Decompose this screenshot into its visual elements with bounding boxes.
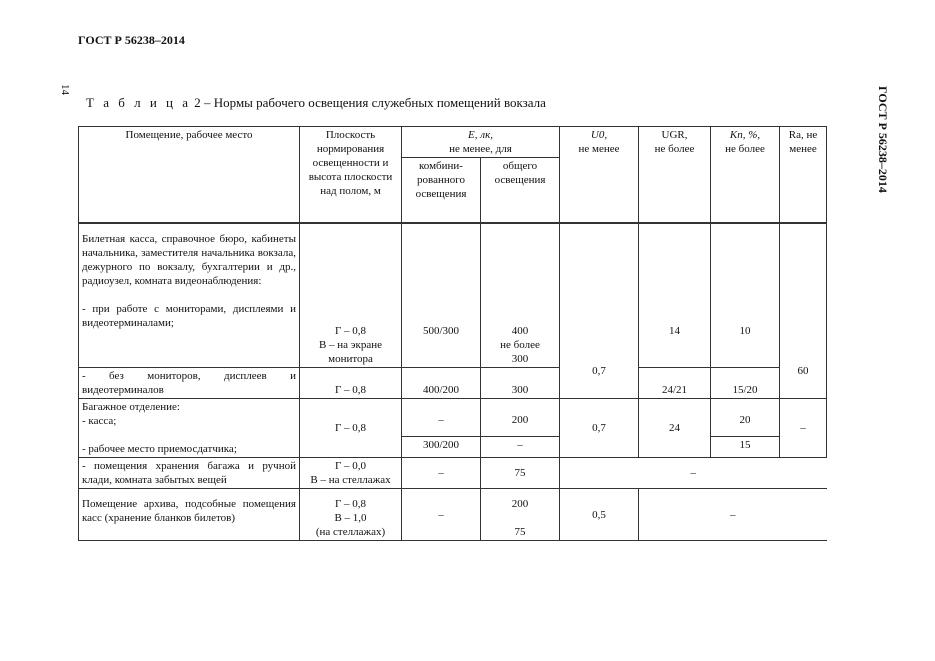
e-general-baggage-storage: 75 [481,458,560,489]
room-archive: Помещение архива, подсобные помещения касс (хранение бланков билетов) [79,489,300,541]
room-no-monitors: - без мониторов, дисплеев и видеотерминалов [79,368,300,399]
e-general-archive: 200 75 [481,489,560,541]
header-ugr-sub: не более [654,143,695,155]
header-u [560,127,639,224]
standard-header: ГОСТ Р 56238–2014 [78,33,185,47]
u-baggage: 0,7 [560,399,639,458]
rest-archive: – [639,489,827,541]
table-row [79,458,827,489]
kp-no-monitors: 15/20 [711,368,780,399]
ugr-baggage: 24 [639,399,711,458]
e-general-baggage-receiver: – [481,436,560,457]
header-ugr-label: UGR, [661,129,688,141]
header-ugr [639,127,711,224]
header-kp [711,127,780,224]
page-number: 14 [59,84,71,95]
room-baggage: Багажное отделение: - касса; - рабочее место приемосдатчика; [79,399,300,458]
room-with-monitors: - при работе с мониторами, дисплеями и видеотерминалами; [82,303,296,329]
e-general-no-monitors: 300 [481,368,560,399]
room-ticket-office-intro: Билетная касса, справочное бюро, кабинеты начальника, заместителя начальника вокзала, дежурного по вокзалу, бухгалтерии и др., радиоузел, комната видеонаблюдения: [82,233,296,287]
plane-baggage-storage: Г – 0,0 В – на стеллажах [300,458,402,489]
e-general-with-monitors: 400 не более 300 [481,223,560,368]
ugr-no-monitors: 24/21 [639,368,711,399]
header-e-combined: комбини-рованного освещения [402,158,481,224]
e-comb-archive: – [402,489,481,541]
header-u-label: U0, [590,129,608,141]
table-row [79,489,827,541]
header-room: Помещение, рабочее место [79,127,300,224]
header-e: Е, лк, [468,129,493,141]
kp-baggage-receiver: 15 [711,436,780,457]
plane-archive: Г – 0,8 В – 1,0 (на стеллажах) [300,489,402,541]
e-general-baggage-cashier: 200 [481,399,560,437]
header-kp-sub: не более [725,143,765,155]
header-e-sub: не менее, для [449,143,512,155]
header-ra: Ra, не менее [780,127,827,224]
kp-baggage-cashier: 20 [711,399,780,437]
kp-with-monitors: 10 [711,223,780,368]
table-row [79,368,827,399]
plane-no-monitors: Г – 0,8 [300,368,402,399]
plane-with-monitors: Г – 0,8 В – на экране монитора [300,223,402,368]
table-caption [86,95,546,111]
header-e-general: общего освещения [481,158,560,224]
room-baggage-storage: - помещения хранения багажа и ручной клади, комната забытых вещей [79,458,300,489]
rest-baggage-storage: – [560,458,827,489]
ra-ticket-office: 60 [780,223,827,399]
table-row [79,223,827,368]
e-comb-baggage-cashier: – [402,399,481,437]
e-comb-baggage-storage: – [402,458,481,489]
table-row [79,399,827,437]
e-comb-baggage-receiver: 300/200 [402,436,481,457]
side-standard-label: ГОСТ Р 56238–2014 [876,86,890,193]
caption-text: 2 – Нормы рабочего освещения служебных помещений вокзала [191,95,546,110]
header-u-sub: не менее [578,143,620,155]
u-archive: 0,5 [560,489,639,541]
header-plane: Плоскость нормирования освещенности и высота плоскости над полом, м [300,127,402,224]
e-comb-no-monitors: 400/200 [402,368,481,399]
ra-baggage: – [780,399,827,458]
ugr-with-monitors: 14 [639,223,711,368]
room-ticket-office [79,223,300,368]
header-row [79,127,827,158]
e-comb-with-monitors: 500/300 [402,223,481,368]
caption-prefix: Т а б л и ц а [86,95,191,110]
header-illuminance [402,127,560,158]
lighting-norms-table [78,126,827,541]
header-kp-label: Kп, %, [729,129,761,141]
u-ticket-office: 0,7 [560,223,639,399]
plane-baggage: Г – 0,8 [300,399,402,458]
